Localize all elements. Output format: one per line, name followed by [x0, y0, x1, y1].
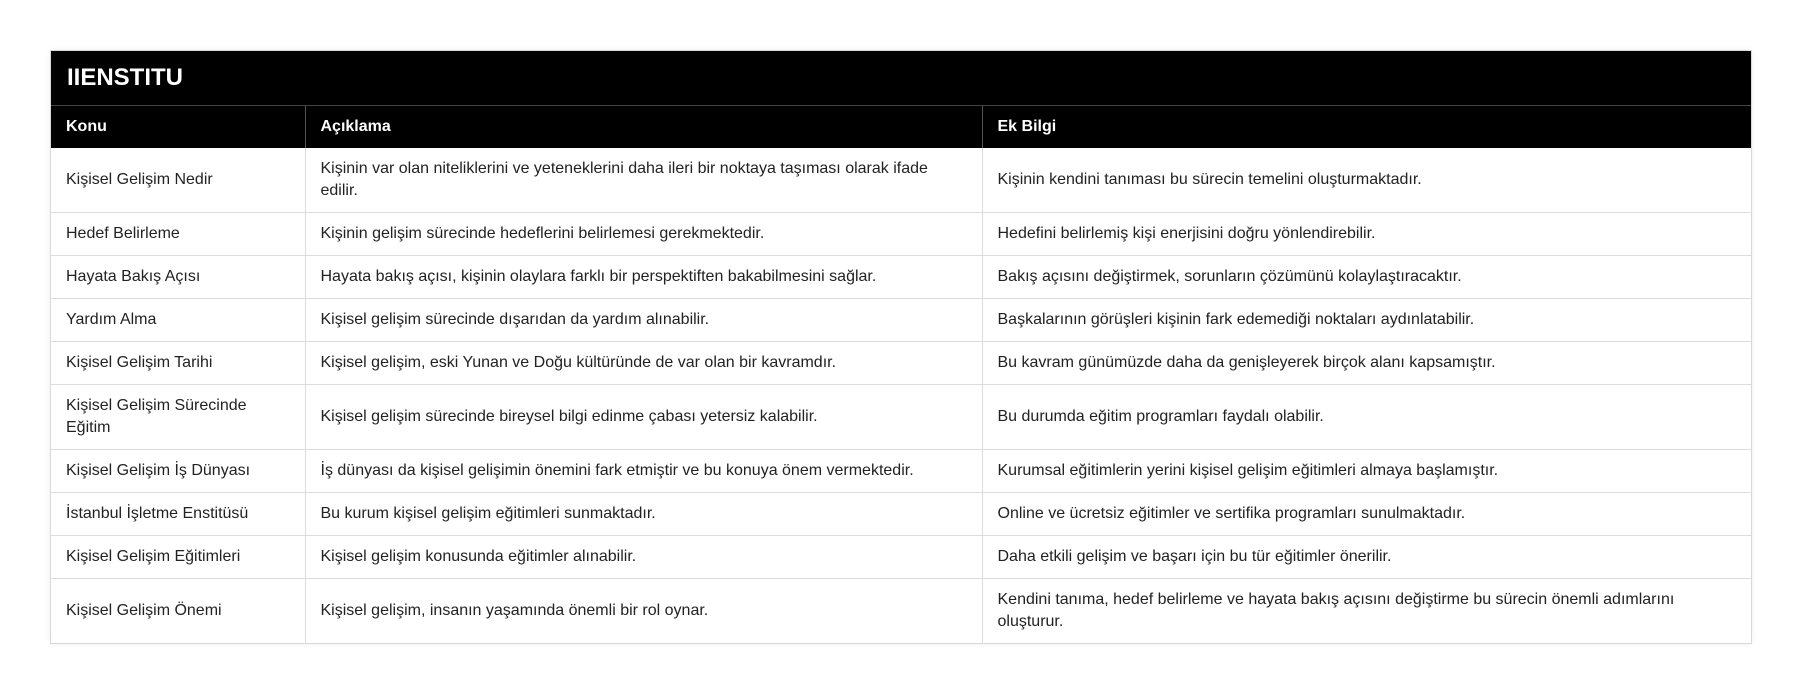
cell-ek-bilgi: Kurumsal eğitimlerin yerini kişisel gelişim eğitimleri almaya başlamıştır. — [982, 450, 1751, 493]
table-row — [51, 342, 1751, 385]
cell-aciklama: Kişinin var olan niteliklerini ve yeteneklerini daha ileri bir noktaya taşıması olarak ifade edilir. — [305, 148, 982, 213]
cell-konu: Kişisel Gelişim İş Dünyası — [51, 450, 305, 493]
cell-aciklama: Kişisel gelişim sürecinde bireysel bilgi edinme çabası yetersiz kalabilir. — [305, 385, 982, 450]
column-header-aciklama: Açıklama — [305, 106, 982, 148]
cell-aciklama: Kişisel gelişim sürecinde dışarıdan da yardım alınabilir. — [305, 299, 982, 342]
table-row — [51, 536, 1751, 579]
cell-aciklama: Hayata bakış açısı, kişinin olaylara farklı bir perspektiften bakabilmesini sağlar. — [305, 256, 982, 299]
cell-ek-bilgi: Kendini tanıma, hedef belirleme ve hayata bakış açısını değiştirme bu sürecin önemli adımlarını oluşturur. — [997, 591, 1675, 630]
cell-ek-bilgi: Daha etkili gelişim ve başarı için bu tür eğitimler önerilir. — [982, 536, 1751, 579]
column-header-ek-bilgi: Ek Bilgi — [982, 106, 1751, 148]
cell-konu: Kişisel Gelişim Tarihi — [51, 342, 305, 385]
info-table — [51, 106, 1751, 643]
cell-konu: Kişisel Gelişim Nedir — [51, 148, 305, 213]
cell-aciklama: Kişisel gelişim konusunda eğitimler alınabilir. — [305, 536, 982, 579]
cell-konu: Hayata Bakış Açısı — [51, 256, 305, 299]
cell-ek-bilgi: Bakış açısını değiştirmek, sorunların çözümünü kolaylaştıracaktır. — [982, 256, 1751, 299]
table-row — [51, 385, 1751, 450]
header-row — [51, 106, 1751, 148]
content-table-card — [50, 50, 1752, 644]
table-row — [51, 148, 1751, 213]
table-row — [51, 579, 1751, 644]
cell-ek-bilgi: Başkalarının görüşleri kişinin fark edemediği noktaları aydınlatabilir. — [982, 299, 1751, 342]
cell-konu: Kişisel Gelişim Önemi — [51, 579, 305, 644]
cell-konu: Yardım Alma — [51, 299, 305, 342]
column-header-konu: Konu — [51, 106, 305, 148]
table-title: IIENSTITU — [51, 51, 1751, 106]
table-row — [51, 450, 1751, 493]
cell-ek-bilgi: Bu durumda eğitim programları faydalı olabilir. — [982, 385, 1751, 450]
cell-aciklama: Kişinin gelişim sürecinde hedeflerini belirlemesi gerekmektedir. — [305, 213, 982, 256]
cell-ek-bilgi: Bu kavram günümüzde daha da genişleyerek birçok alanı kapsamıştır. — [982, 342, 1751, 385]
table-row — [51, 299, 1751, 342]
cell-aciklama: İş dünyası da kişisel gelişimin önemini fark etmiştir ve bu konuya önem vermektedir. — [305, 450, 982, 493]
cell-ek-bilgi: Kişinin kendini tanıması bu sürecin temelini oluşturmaktadır. — [982, 148, 1751, 213]
table-row — [51, 493, 1751, 536]
cell-aciklama: Kişisel gelişim, eski Yunan ve Doğu kültüründe de var olan bir kavramdır. — [305, 342, 982, 385]
cell-aciklama: Kişisel gelişim, insanın yaşamında önemli bir rol oynar. — [305, 579, 982, 644]
cell-konu: İstanbul İşletme Enstitüsü — [51, 493, 305, 536]
cell-ek-bilgi: Online ve ücretsiz eğitimler ve sertifika programları sunulmaktadır. — [982, 493, 1751, 536]
table-row — [51, 213, 1751, 256]
table-row — [51, 256, 1751, 299]
cell-ek-bilgi: Hedefini belirlemiş kişi enerjisini doğru yönlendirebilir. — [982, 213, 1751, 256]
cell-aciklama: Bu kurum kişisel gelişim eğitimleri sunmaktadır. — [305, 493, 982, 536]
cell-konu: Kişisel Gelişim Sürecinde Eğitim — [51, 385, 305, 450]
cell-konu: Hedef Belirleme — [51, 213, 305, 256]
cell-konu: Kişisel Gelişim Eğitimleri — [51, 536, 305, 579]
